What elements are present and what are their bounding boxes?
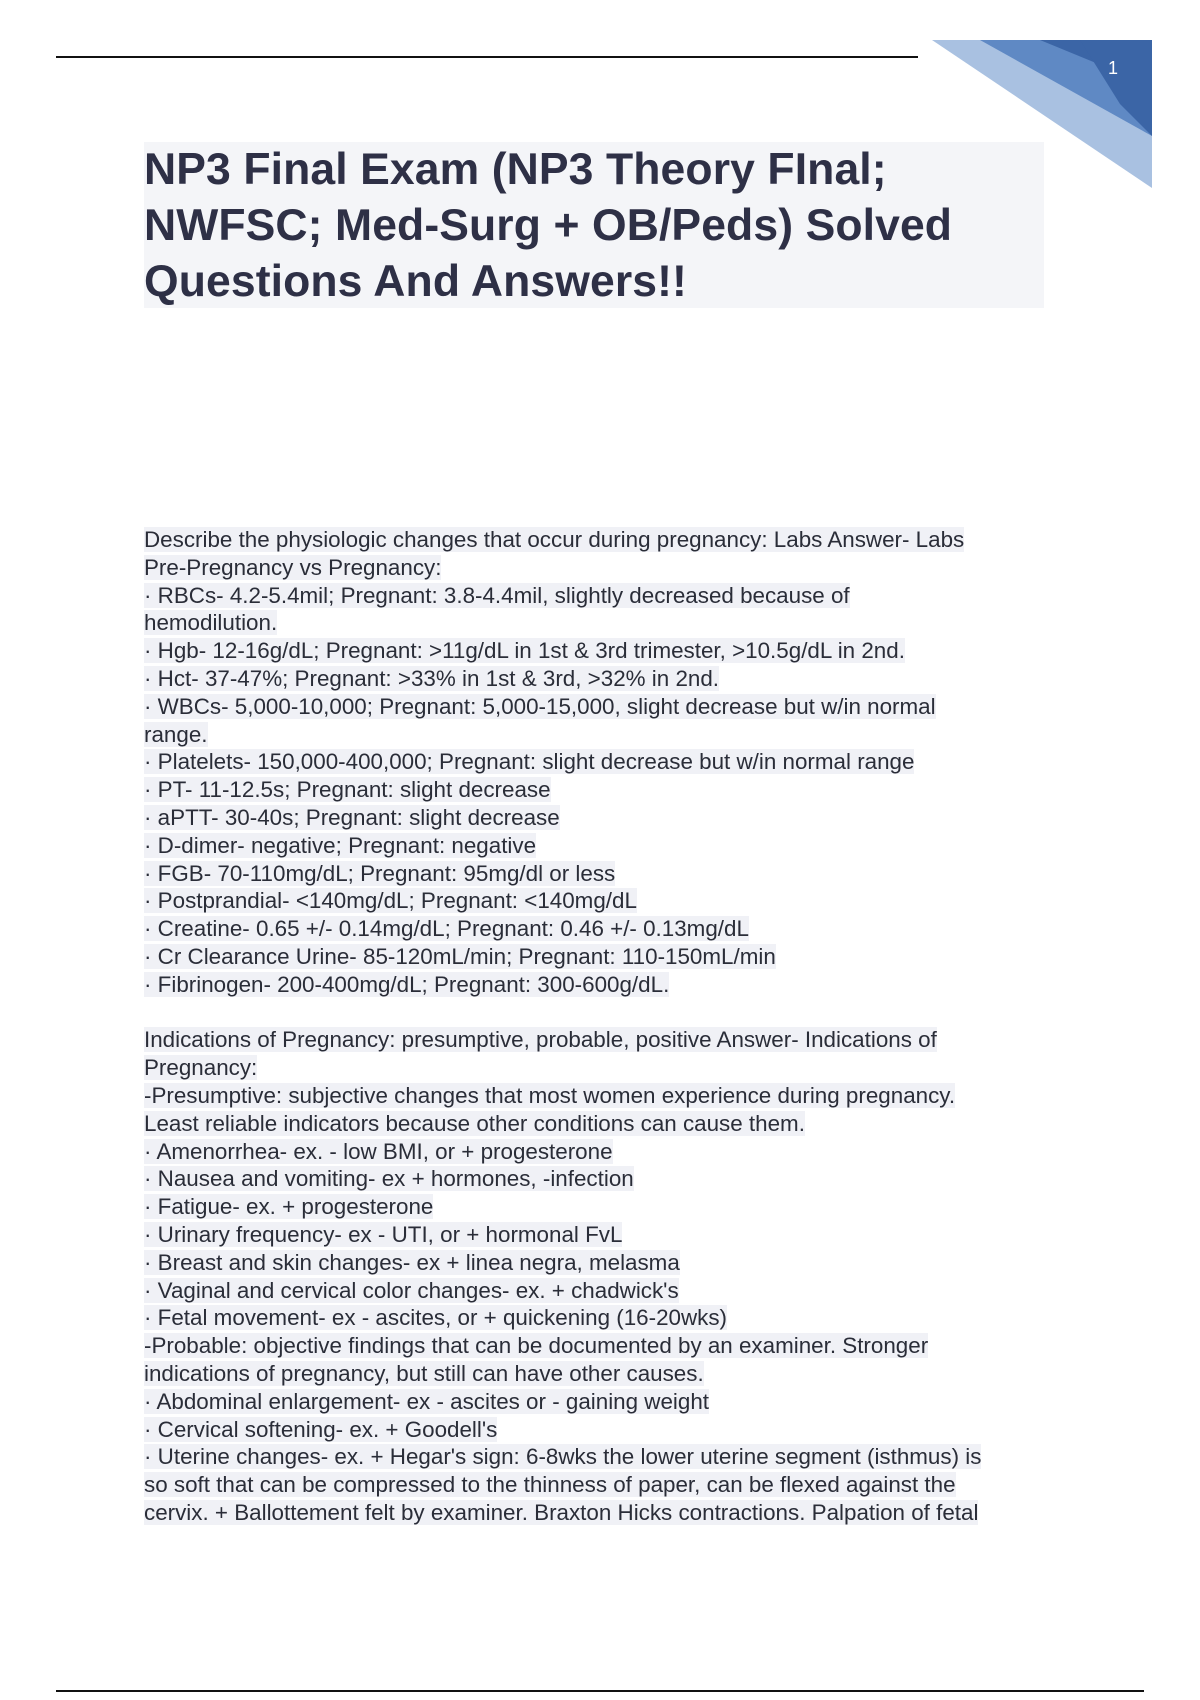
title-line: NP3 Final Exam (NP3 Theory FInal; bbox=[144, 145, 887, 194]
text-line bbox=[144, 748, 1060, 776]
text-line-content: · Cr Clearance Urine- 85-120mL/min; Pregnant: 110-150mL/min bbox=[144, 943, 776, 969]
text-line bbox=[144, 1304, 1060, 1332]
text-line bbox=[144, 1026, 1060, 1054]
text-line bbox=[144, 1443, 1060, 1471]
text-line-content: · Breast and skin changes- ex + linea negra, melasma bbox=[144, 1249, 680, 1275]
text-line-content: cervix. + Ballottement felt by examiner. Braxton Hicks contractions. Palpation of fetal bbox=[144, 1499, 979, 1525]
text-line-content: · Abdominal enlargement- ex - ascites or - gaining weight bbox=[144, 1388, 710, 1414]
text-line bbox=[144, 637, 1060, 665]
text-line bbox=[144, 1471, 1060, 1499]
text-line-content: · Fatigue- ex. + progesterone bbox=[144, 1194, 434, 1220]
page-number: 1 bbox=[1107, 58, 1118, 78]
text-line bbox=[144, 832, 1060, 860]
title-block bbox=[144, 142, 1044, 308]
text-line-content: · Creatine- 0.65 +/- 0.14mg/dL; Pregnant: 0.46 +/- 0.13mg/dL bbox=[144, 916, 749, 942]
text-line bbox=[144, 1221, 1060, 1249]
text-line bbox=[144, 804, 1060, 832]
header-rule bbox=[56, 56, 918, 58]
qa-section bbox=[144, 1026, 1060, 1526]
text-line bbox=[144, 860, 1060, 888]
text-line bbox=[144, 582, 1060, 610]
text-line-content: · aPTT- 30-40s; Pregnant: slight decrease bbox=[144, 804, 560, 830]
text-line-content: range. bbox=[144, 721, 208, 747]
text-line-content: · FGB- 70-110mg/dL; Pregnant: 95mg/dl or less bbox=[144, 860, 616, 886]
text-line-content: · Fibrinogen- 200-400mg/dL; Pregnant: 300-600g/dL. bbox=[144, 971, 670, 997]
text-line bbox=[144, 1388, 1060, 1416]
text-line-content: so soft that can be compressed to the thinness of paper, can be flexed against the bbox=[144, 1472, 956, 1498]
text-line-content: · Hct- 37-47%; Pregnant: >33% in 1st & 3rd, >32% in 2nd. bbox=[144, 665, 720, 691]
text-line bbox=[144, 1054, 1060, 1082]
text-line bbox=[144, 887, 1060, 915]
text-line-content: Indications of Pregnancy: presumptive, probable, positive Answer- Indications of bbox=[144, 1027, 937, 1053]
footer-rule bbox=[56, 1690, 1144, 1692]
text-line bbox=[144, 1332, 1060, 1360]
text-line-content: · Vaginal and cervical color changes- ex. + chadwick's bbox=[144, 1277, 679, 1303]
text-line bbox=[144, 609, 1060, 637]
text-line-content: · PT- 11-12.5s; Pregnant: slight decrease bbox=[144, 777, 551, 803]
text-line bbox=[144, 1277, 1060, 1305]
text-line bbox=[144, 693, 1060, 721]
text-line bbox=[144, 721, 1060, 749]
text-line-content: Pregnancy: bbox=[144, 1055, 258, 1081]
text-line bbox=[144, 971, 1060, 999]
text-line-content: · Nausea and vomiting- ex + hormones, -infection bbox=[144, 1166, 634, 1192]
text-line-content: · Hgb- 12-16g/dL; Pregnant: >11g/dL in 1st & 3rd trimester, >10.5g/dL in 2nd. bbox=[144, 638, 905, 664]
text-line bbox=[144, 1416, 1060, 1444]
text-line-content: -Presumptive: subjective changes that most women experience during pregnancy. bbox=[144, 1082, 956, 1108]
text-line-content: · D-dimer- negative; Pregnant: negative bbox=[144, 832, 537, 858]
title-line: NWFSC; Med-Surg + OB/Peds) Solved bbox=[144, 201, 953, 250]
text-line-content: · Amenorrhea- ex. - low BMI, or + progesterone bbox=[144, 1138, 613, 1164]
text-line-content: · Cervical softening- ex. + Goodell's bbox=[144, 1416, 498, 1442]
text-line bbox=[144, 1110, 1060, 1138]
text-line-content: indications of pregnancy, but still can have other causes. bbox=[144, 1360, 704, 1386]
text-line bbox=[144, 665, 1060, 693]
text-line bbox=[144, 1360, 1060, 1388]
text-line-content: · Postprandial- <140mg/dL; Pregnant: <140mg/dL bbox=[144, 888, 637, 914]
text-line bbox=[144, 776, 1060, 804]
text-line-content: · Uterine changes- ex. + Hegar's sign: 6-8wks the lower uterine segment (isthmus) is bbox=[144, 1444, 982, 1470]
text-line bbox=[144, 1499, 1060, 1527]
text-line-content: -Probable: objective findings that can be documented by an examiner. Stronger bbox=[144, 1333, 929, 1359]
text-line-content: · Urinary frequency- ex - UTI, or + hormonal FvL bbox=[144, 1221, 623, 1247]
text-line bbox=[144, 1249, 1060, 1277]
text-line bbox=[144, 554, 1060, 582]
title-line: Questions And Answers!! bbox=[144, 257, 687, 306]
text-line bbox=[144, 1193, 1060, 1221]
qa-content bbox=[144, 526, 1060, 1527]
text-line bbox=[144, 1082, 1060, 1110]
text-line bbox=[144, 943, 1060, 971]
text-line-content: Least reliable indicators because other conditions can cause them. bbox=[144, 1110, 805, 1136]
text-line bbox=[144, 1138, 1060, 1166]
text-line-content: · Platelets- 150,000-400,000; Pregnant: slight decrease but w/in normal range bbox=[144, 749, 915, 775]
text-line bbox=[144, 1165, 1060, 1193]
text-line-content: Describe the physiologic changes that occur during pregnancy: Labs Answer- Labs bbox=[144, 527, 965, 552]
text-line bbox=[144, 915, 1060, 943]
document-title bbox=[144, 142, 1044, 310]
text-line-content: hemodilution. bbox=[144, 610, 278, 636]
text-line-content: · RBCs- 4.2-5.4mil; Pregnant: 3.8-4.4mil, slightly decreased because of bbox=[144, 582, 850, 608]
qa-section bbox=[144, 526, 1060, 999]
text-line bbox=[144, 526, 1060, 554]
text-line-content: · WBCs- 5,000-10,000; Pregnant: 5,000-15,000, slight decrease but w/in normal bbox=[144, 693, 936, 719]
text-line-content: · Fetal movement- ex - ascites, or + quickening (16-20wks) bbox=[144, 1305, 727, 1331]
text-line-content: Pre-Pregnancy vs Pregnancy: bbox=[144, 554, 442, 580]
